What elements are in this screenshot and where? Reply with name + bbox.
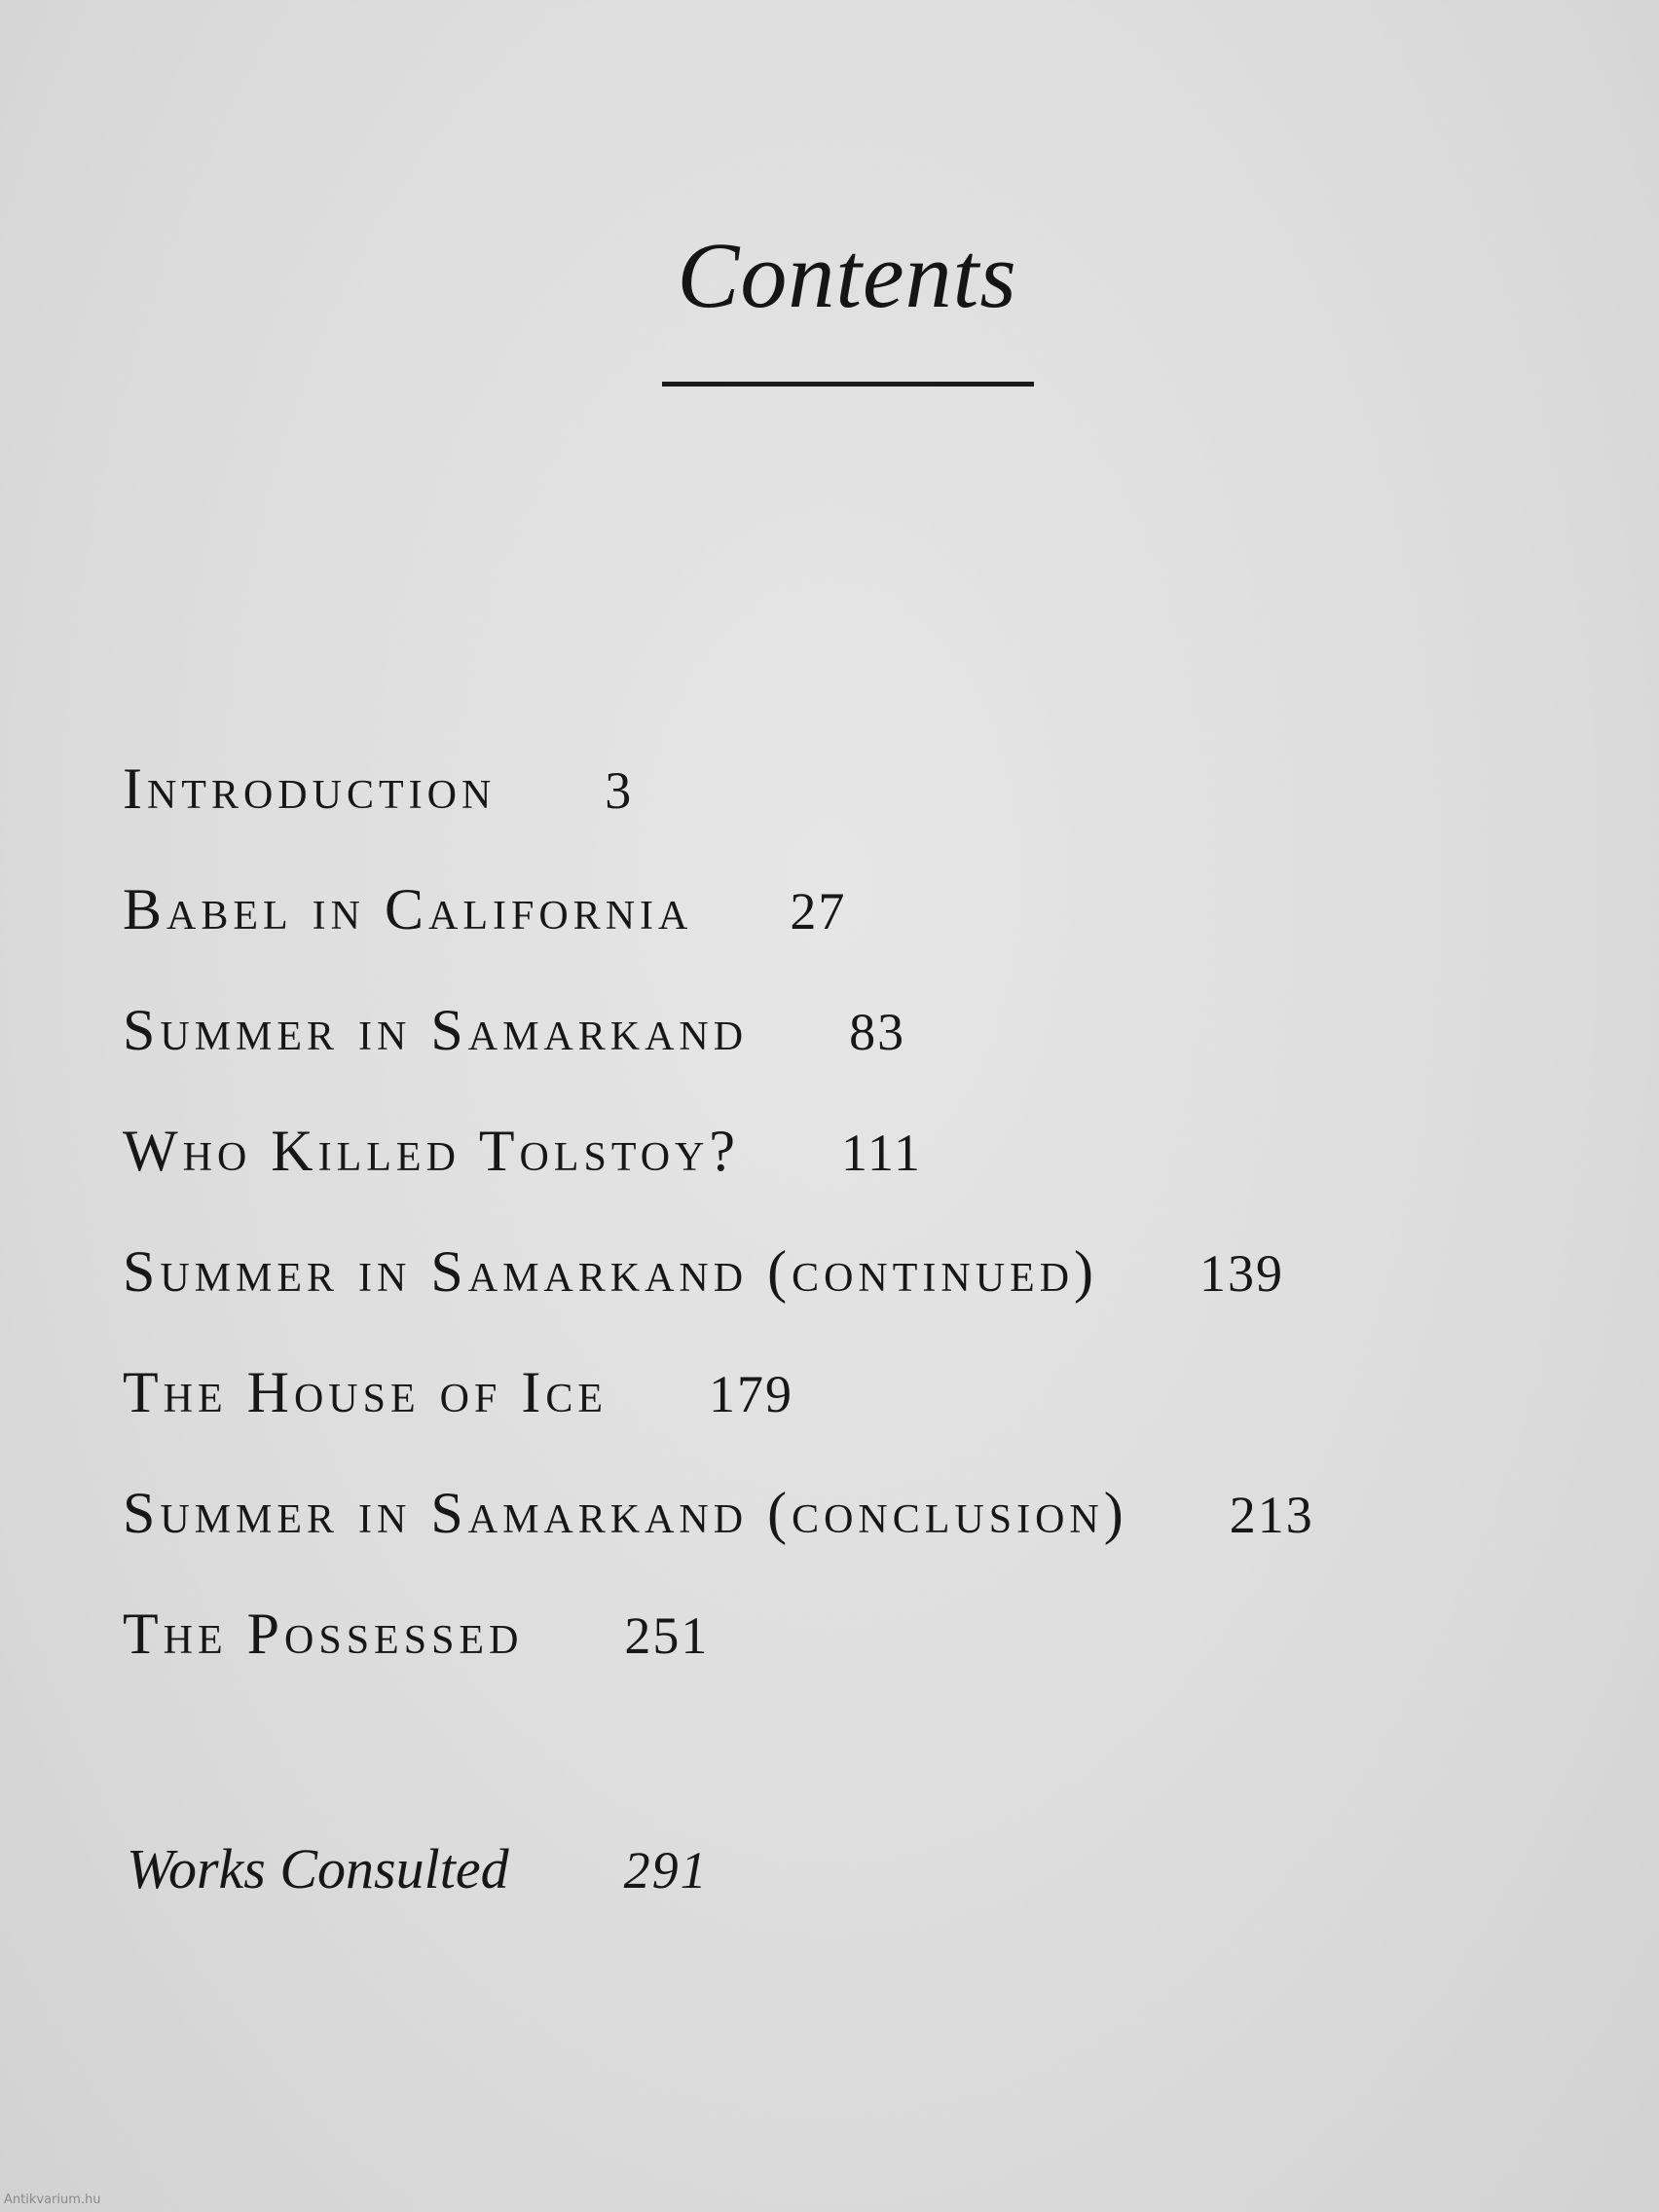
toc-entry-summer-in-samarkand-conclusion <box>123 1474 1583 1595</box>
toc-entry-title: Introduction <box>123 756 497 821</box>
toc-entry-who-killed-tolstoy <box>123 1112 1583 1233</box>
title-underline-rule <box>662 382 1034 387</box>
toc-entry-page: 179 <box>708 1365 793 1423</box>
toc-entry-page: 27 <box>790 882 847 940</box>
toc-entry-page: 139 <box>1199 1244 1285 1303</box>
toc-entry-summer-in-samarkand-continued <box>123 1233 1583 1353</box>
toc-entry-page: 213 <box>1229 1486 1314 1544</box>
toc-entry-the-house-of-ice <box>123 1353 1583 1474</box>
toc-entry-introduction <box>123 750 1583 870</box>
toc-entry-title: The Possessed <box>123 1602 524 1666</box>
toc-entry-summer-in-samarkand <box>123 991 1583 1112</box>
toc-entry-title: Babel in California <box>123 877 693 941</box>
toc-entry-works-consulted <box>127 1830 709 1909</box>
toc-entry-title: The House of Ice <box>123 1360 608 1424</box>
toc-entry-page: 3 <box>605 761 634 820</box>
page-title: Contents <box>677 223 1017 327</box>
table-of-contents <box>123 750 1583 1715</box>
toc-entry-title: Summer in Samarkand <box>123 998 749 1062</box>
toc-entry-page: 251 <box>624 1606 710 1665</box>
watermark: Antikvarium.hu <box>4 2193 101 2207</box>
toc-entry-page: 291 <box>623 1841 709 1899</box>
toc-entry-the-possessed <box>123 1595 1583 1715</box>
toc-entry-page: 83 <box>849 1003 906 1061</box>
toc-entry-title: Summer in Samarkand (conclusion) <box>123 1481 1128 1545</box>
toc-entry-title: Who Killed Tolstoy? <box>123 1119 741 1183</box>
toc-entry-title: Works Consulted <box>127 1837 509 1900</box>
toc-entry-babel-in-california <box>123 870 1583 991</box>
toc-entry-title: Summer in Samarkand (continued) <box>123 1239 1099 1304</box>
toc-entry-page: 111 <box>841 1124 923 1182</box>
